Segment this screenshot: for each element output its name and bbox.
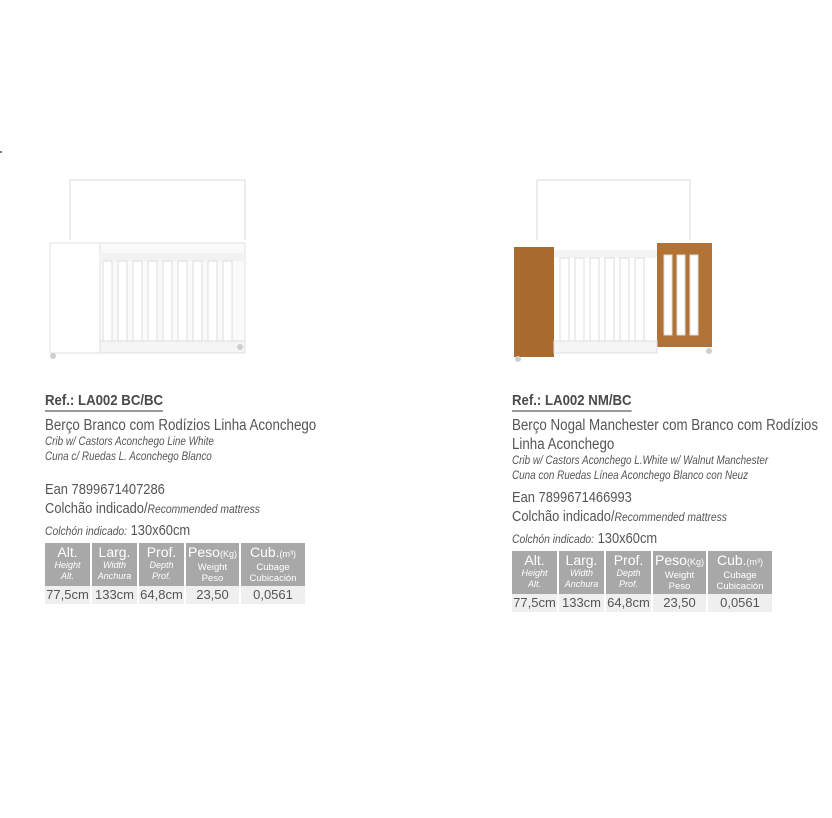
header-height: Alt. Height Alt.: [512, 551, 557, 594]
header-depth: Prof. Depth Prof.: [606, 551, 651, 594]
value-weight: 23,50: [653, 594, 706, 612]
header-depth: Prof. Depth Prof.: [139, 543, 184, 586]
value-width: 133cm: [559, 594, 604, 612]
header-cubage: Cub.(m³) Cubage Cubicación: [708, 551, 772, 594]
value-weight: 23,50: [186, 586, 239, 604]
ean-code: Ean 7899671466993: [512, 489, 632, 506]
product-ref: Ref.: LA002 NM/BC: [512, 392, 632, 412]
mattress-size: Colchón indicado: 130x60cm: [512, 530, 658, 547]
value-height: 77,5cm: [513, 595, 556, 610]
product-name-en: Crib w/ Castors Aconchego Line White: [45, 436, 214, 448]
crib-walnut-image: [512, 175, 832, 375]
value-depth: 64,8cm: [140, 587, 183, 602]
value-cubage: 0,0561: [241, 586, 305, 604]
recommended-mattress: Colchão indicado/Recommended mattress: [45, 500, 260, 517]
product-name-en: Crib w/ Castors Aconchego L.White w/ Walnut Manchester: [512, 455, 769, 467]
value-cubage: 0,0561: [708, 594, 772, 612]
page-edge-mark: [0, 151, 2, 153]
crib-white-illustration: [45, 175, 375, 375]
dimensions-table: [43, 543, 307, 604]
value-width: 133cm: [92, 586, 137, 604]
header-width: Larg. Width Anchura: [559, 551, 604, 594]
product-card-white: [45, 175, 375, 604]
ean-code: Ean 7899671407286: [45, 481, 165, 498]
header-weight: Peso(Kg) Weight Peso: [186, 543, 239, 586]
crib-walnut-illustration: [512, 175, 832, 375]
recommended-mattress: Colchão indicado/Recommended mattress: [512, 508, 727, 525]
dimensions-table: [510, 551, 774, 612]
value-depth: 64,8cm: [607, 595, 650, 610]
header-height: Alt. Height Alt.: [45, 543, 90, 586]
header-cubage: Cub.(m³) Cubage Cubicación: [241, 543, 305, 586]
product-card-walnut: [512, 175, 832, 612]
product-name-pt: Berço Nogal Manchester com Branco com Rodízios Linha Aconchego: [512, 417, 818, 453]
product-ref: Ref.: LA002 BC/BC: [45, 392, 163, 412]
value-height: 77,5cm: [46, 587, 89, 602]
crib-white-image: [45, 175, 375, 375]
mattress-size: Colchón indicado: 130x60cm: [45, 522, 191, 539]
product-name-es: Cuna con Ruedas Línea Aconchego Blanco con Neuz: [512, 470, 749, 482]
product-name-pt: Berço Branco com Rodízios Linha Aconchego: [45, 417, 317, 434]
product-name-es: Cuna c/ Ruedas L. Aconchego Blanco: [45, 451, 212, 463]
header-width: Larg. Width Anchura: [92, 543, 137, 586]
header-weight: Peso(Kg) Weight Peso: [653, 551, 706, 594]
